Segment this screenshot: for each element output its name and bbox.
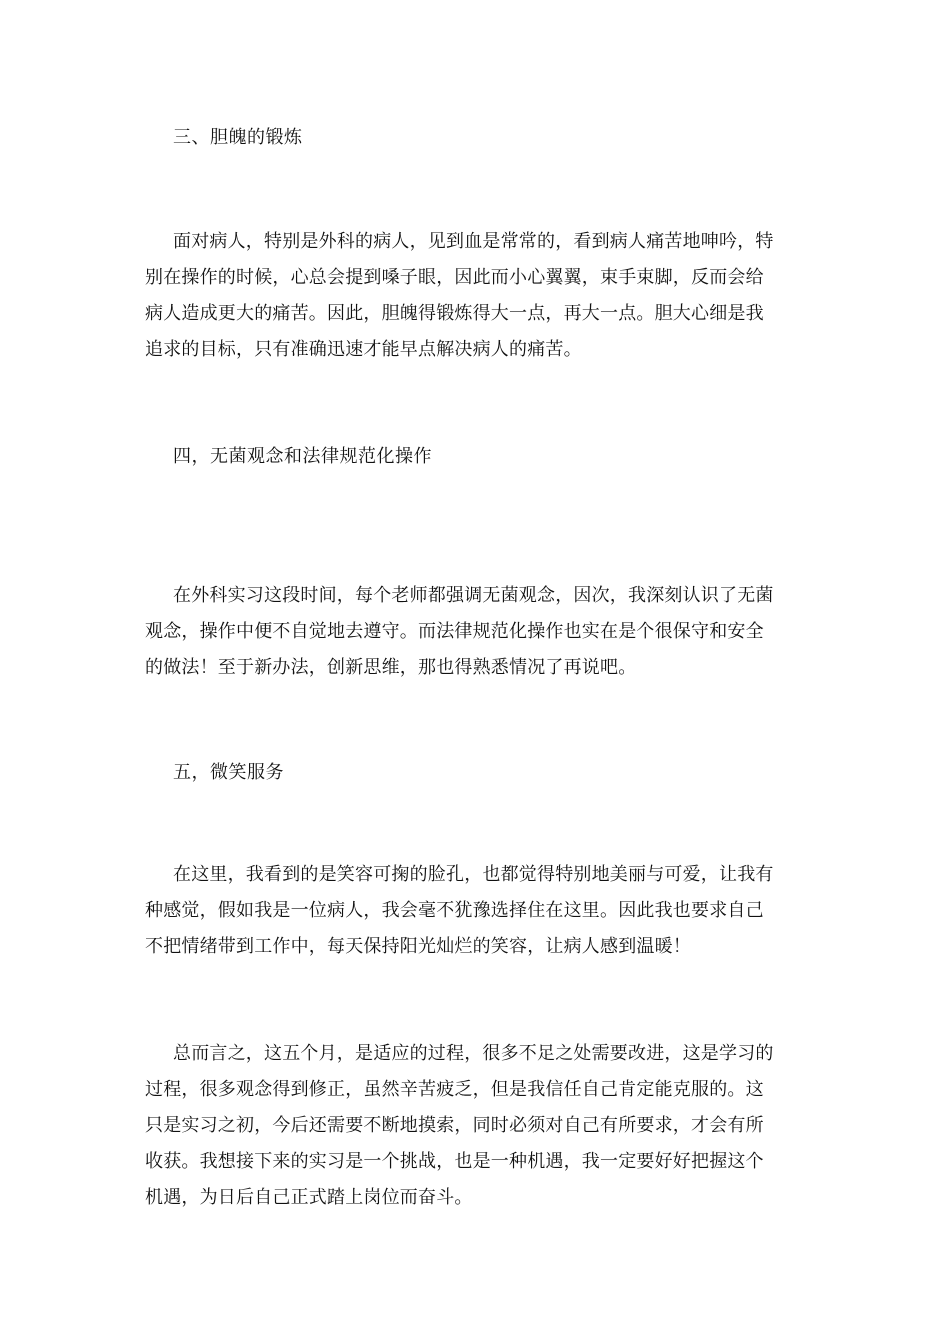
paragraph-line: 过程，很多观念得到修正，虽然辛苦疲乏，但是我信任自己肯定能克服的。这 [145,1079,764,1100]
section-heading-aseptic: 四，无菌观念和法律规范化操作 [173,446,432,467]
paragraph-line: 的做法！至于新办法，创新思维，那也得熟悉情况了再说吧。 [145,657,637,678]
paragraph-smile [145,857,810,965]
paragraph-line: 病人造成更大的痛苦。因此，胆魄得锻炼得大一点，再大一点。胆大心细是我 [145,303,764,324]
paragraph-line: 总而言之，这五个月，是适应的过程，很多不足之处需要改进，这是学习的 [173,1043,774,1064]
section-heading-smile: 五，微笑服务 [173,762,284,783]
paragraph-line: 别在操作的时候，心总会提到嗓子眼，因此而小心翼翼，束手束脚，反而会给 [145,267,764,288]
paragraph-line: 不把情绪带到工作中，每天保持阳光灿烂的笑容，让病人感到温暖！ [145,936,691,957]
paragraph-line: 观念，操作中便不自觉地去遵守。而法律规范化操作也实在是个很保守和安全 [145,621,764,642]
paragraph-line: 在这里，我看到的是笑容可掬的脸孔，也都觉得特别地美丽与可爱，让我有 [173,864,774,885]
paragraph-line: 机遇，为日后自己正式踏上岗位而奋斗。 [145,1187,473,1208]
paragraph-line: 收获。我想接下来的实习是一个挑战，也是一种机遇，我一定要好好把握这个 [145,1151,764,1172]
section-heading-courage: 三、胆魄的锻炼 [173,127,303,148]
paragraph-line: 种感觉，假如我是一位病人，我会毫不犹豫选择住在这里。因此我也要求自己 [145,900,764,921]
paragraph-aseptic [145,578,810,686]
paragraph-line: 面对病人，特别是外科的病人，见到血是常常的，看到病人痛苦地呻吟，特 [173,231,774,252]
paragraph-line: 追求的目标，只有准确迅速才能早点解决病人的痛苦。 [145,339,582,360]
paragraph-courage [145,224,810,368]
paragraph-line: 只是实习之初，今后还需要不断地摸索，同时必须对自己有所要求，才会有所 [145,1115,764,1136]
paragraph-line: 在外科实习这段时间，每个老师都强调无菌观念，因次，我深刻认识了无菌 [173,585,774,606]
paragraph-conclusion [145,1036,810,1216]
